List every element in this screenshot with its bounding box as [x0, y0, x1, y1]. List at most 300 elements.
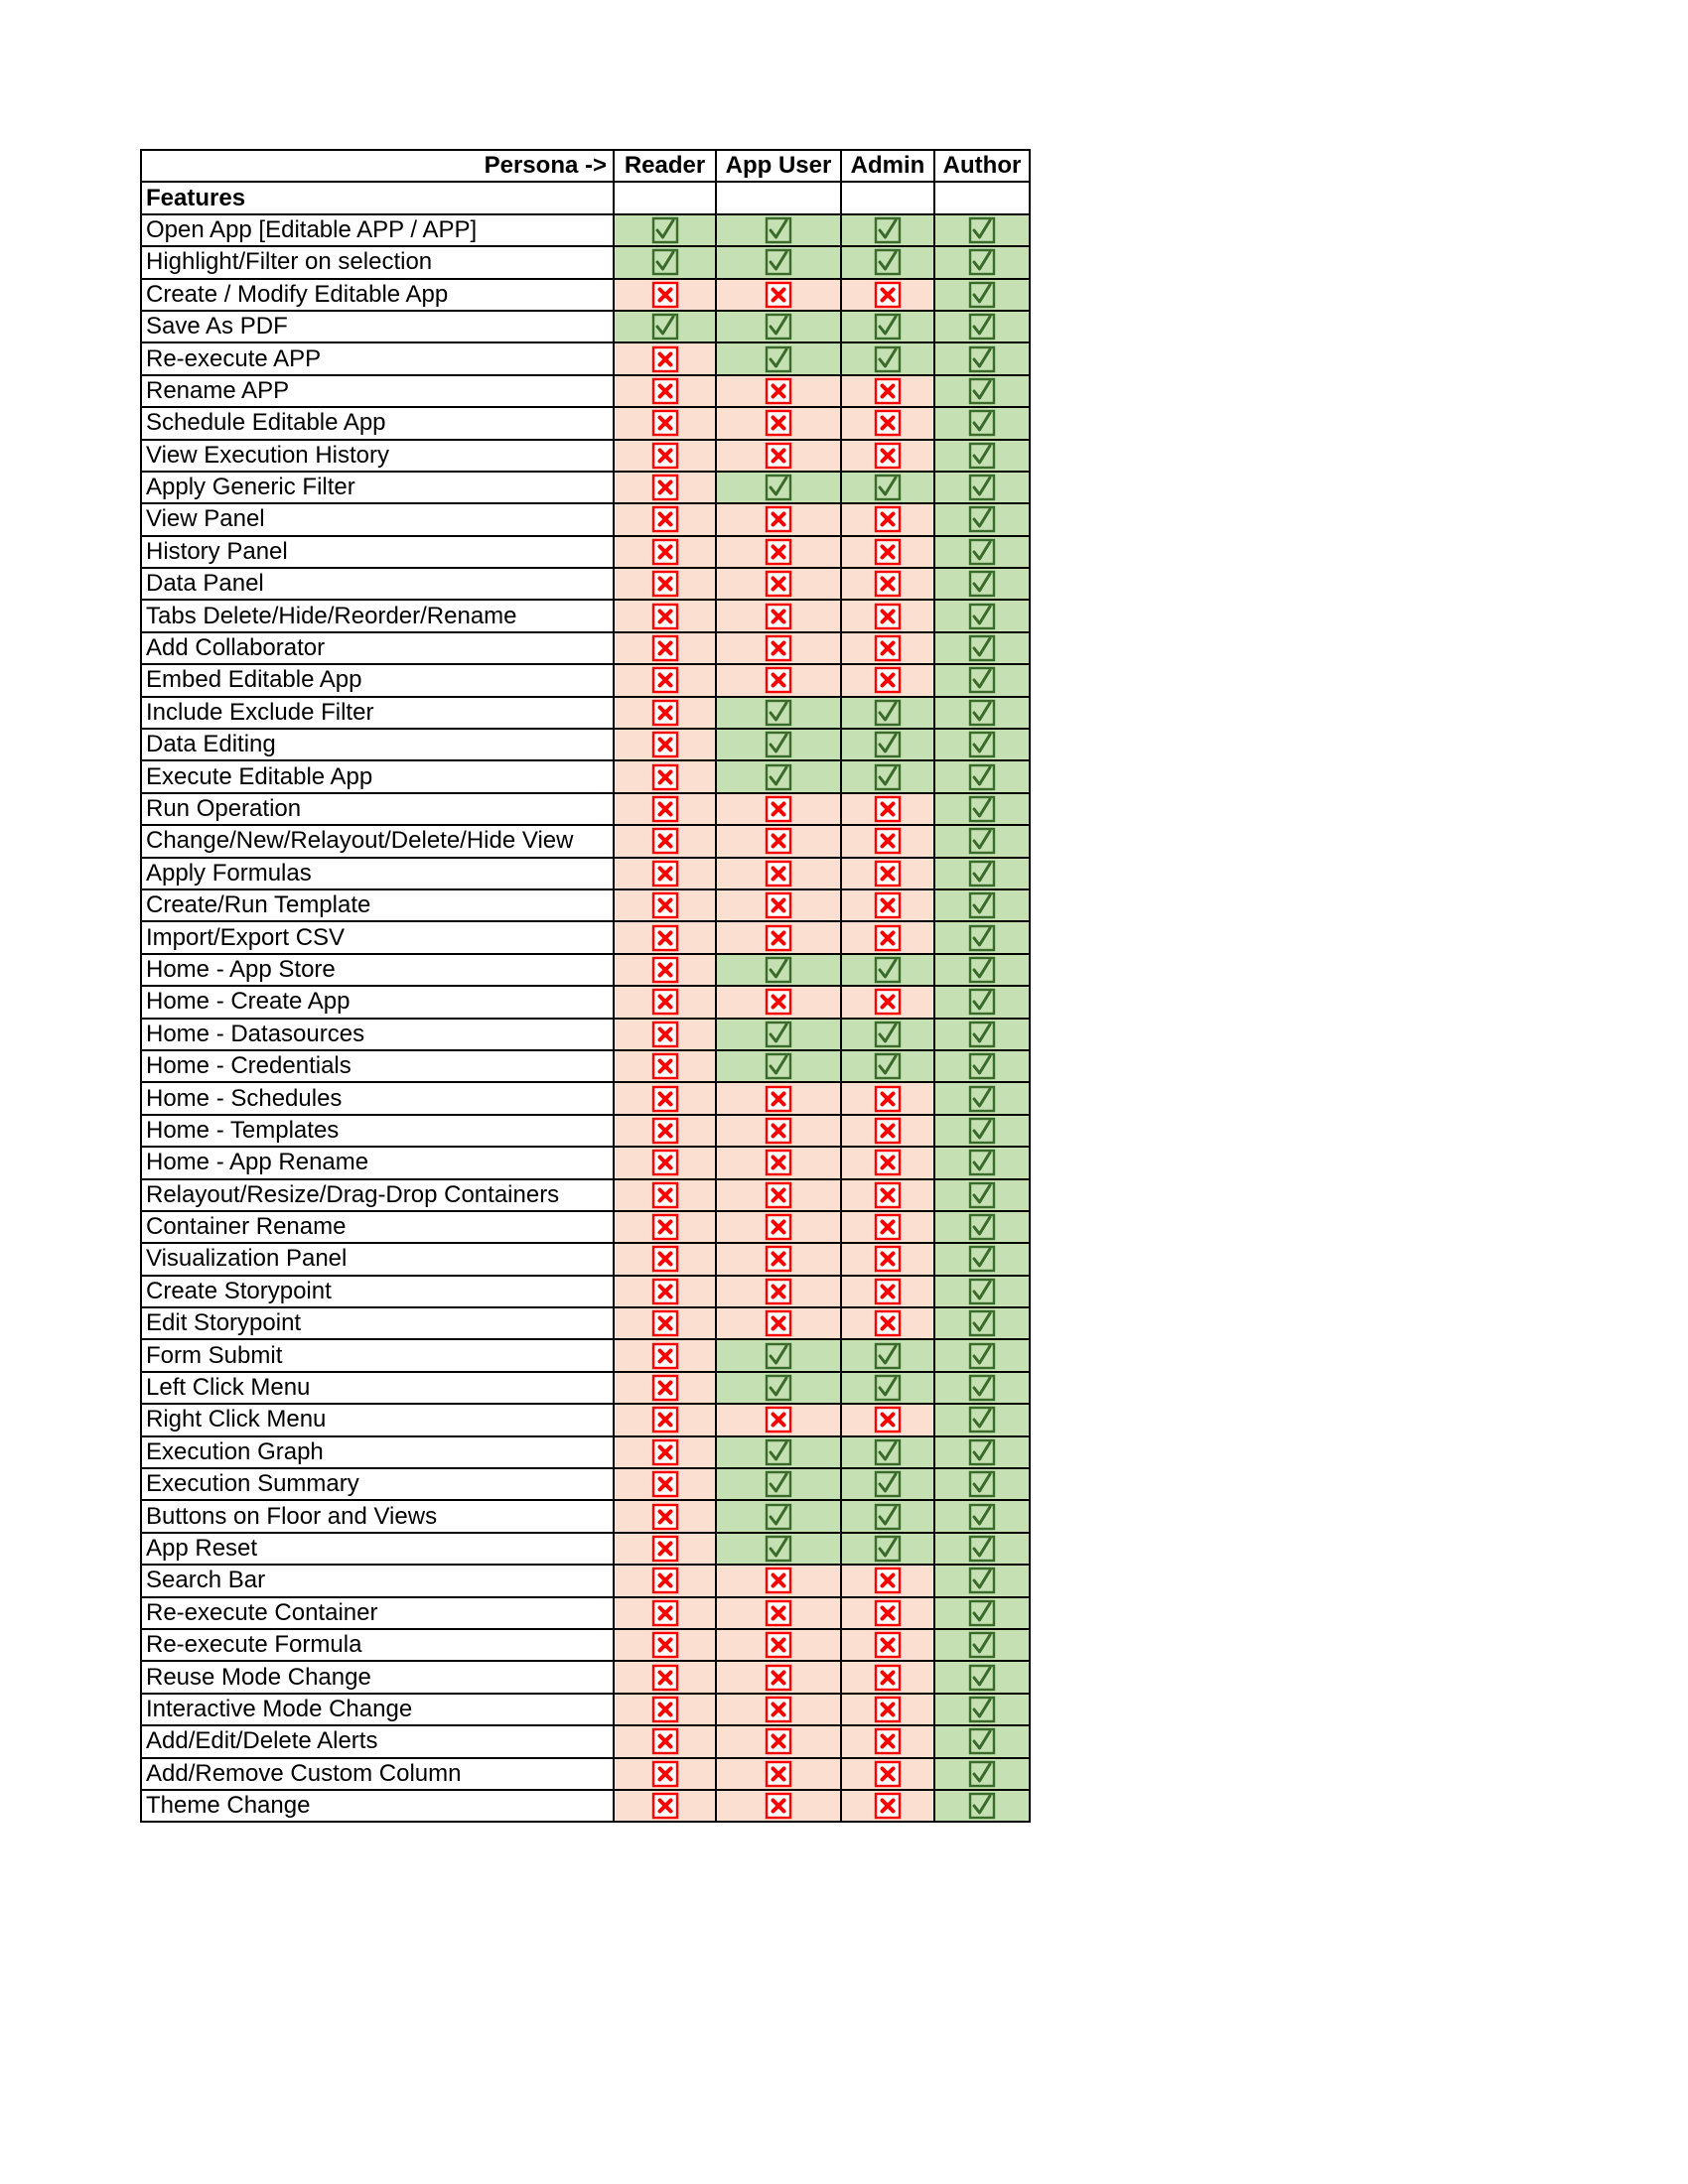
access-cell-author: [934, 729, 1030, 760]
feature-name: Tabs Delete/Hide/Reorder/Rename: [141, 600, 614, 631]
cross-icon: [651, 956, 679, 984]
check-icon: [968, 956, 996, 984]
table-row: [141, 1694, 1030, 1725]
table-row: [141, 793, 1030, 825]
table-row: [141, 1404, 1030, 1435]
cross-icon: [651, 1213, 679, 1241]
cross-icon: [765, 1117, 792, 1145]
access-cell-app-user: [716, 1179, 841, 1211]
access-cell-author: [934, 1436, 1030, 1468]
check-icon: [968, 1149, 996, 1176]
access-cell-author: [934, 664, 1030, 696]
cross-icon: [651, 1342, 679, 1370]
cross-icon: [765, 1406, 792, 1433]
cross-icon: [874, 377, 902, 405]
persona-app-user: App User: [716, 150, 841, 182]
access-cell-app-user: [716, 311, 841, 342]
access-cell-admin: [841, 858, 934, 889]
check-icon: [765, 1021, 792, 1048]
access-cell-reader: [614, 440, 716, 472]
access-cell-author: [934, 503, 1030, 535]
feature-name: Add Collaborator: [141, 632, 614, 664]
access-cell-author: [934, 342, 1030, 374]
access-cell-reader: [614, 1500, 716, 1532]
check-icon: [968, 1760, 996, 1788]
cross-icon: [874, 409, 902, 437]
access-cell-admin: [841, 1276, 934, 1307]
check-icon: [651, 248, 679, 276]
access-cell-admin: [841, 1179, 934, 1211]
access-cell-app-user: [716, 697, 841, 729]
access-cell-app-user: [716, 407, 841, 439]
access-cell-author: [934, 1082, 1030, 1114]
cross-icon: [765, 442, 792, 470]
access-cell-reader: [614, 1307, 716, 1339]
feature-name: Open App [Editable APP / APP]: [141, 214, 614, 246]
cross-icon: [765, 1085, 792, 1113]
feature-name: Schedule Editable App: [141, 407, 614, 439]
feature-name: Search Bar: [141, 1565, 614, 1596]
access-cell-reader: [614, 1404, 716, 1435]
table-row: [141, 1500, 1030, 1532]
access-cell-reader: [614, 1372, 716, 1404]
cross-icon: [651, 345, 679, 373]
access-cell-app-user: [716, 1404, 841, 1435]
check-icon: [968, 1727, 996, 1755]
access-cell-app-user: [716, 1661, 841, 1693]
access-cell-admin: [841, 342, 934, 374]
access-cell-app-user: [716, 1725, 841, 1757]
check-icon: [968, 1792, 996, 1820]
access-cell-reader: [614, 600, 716, 631]
cross-icon: [651, 763, 679, 791]
check-icon: [968, 666, 996, 694]
access-cell-admin: [841, 568, 934, 600]
feature-name: Highlight/Filter on selection: [141, 246, 614, 278]
table-row: [141, 1179, 1030, 1211]
cross-icon: [651, 603, 679, 630]
cross-icon: [765, 634, 792, 662]
check-icon: [968, 1696, 996, 1723]
access-cell-app-user: [716, 1597, 841, 1629]
table-row: [141, 1629, 1030, 1661]
access-cell-admin: [841, 440, 934, 472]
access-cell-author: [934, 1790, 1030, 1822]
feature-name: Home - App Rename: [141, 1147, 614, 1178]
check-icon: [651, 313, 679, 341]
cross-icon: [651, 860, 679, 887]
access-cell-author: [934, 889, 1030, 921]
cross-icon: [765, 1567, 792, 1594]
cross-icon: [651, 1309, 679, 1337]
access-cell-admin: [841, 825, 934, 857]
access-cell-admin: [841, 1725, 934, 1757]
access-cell-author: [934, 921, 1030, 953]
cross-icon: [765, 1727, 792, 1755]
access-cell-admin: [841, 889, 934, 921]
cross-icon: [651, 699, 679, 727]
check-icon: [968, 891, 996, 919]
access-cell-app-user: [716, 1565, 841, 1596]
cross-icon: [765, 1631, 792, 1659]
access-cell-author: [934, 825, 1030, 857]
access-cell-author: [934, 1339, 1030, 1371]
access-cell-author: [934, 858, 1030, 889]
cross-icon: [765, 505, 792, 533]
cross-icon: [765, 1309, 792, 1337]
check-icon: [765, 1503, 792, 1531]
check-icon: [874, 345, 902, 373]
access-cell-app-user: [716, 1050, 841, 1082]
check-icon: [968, 1278, 996, 1305]
check-icon: [968, 634, 996, 662]
access-cell-app-user: [716, 1533, 841, 1565]
cross-icon: [874, 1213, 902, 1241]
cross-icon: [651, 1406, 679, 1433]
cross-icon: [651, 1535, 679, 1563]
access-cell-app-user: [716, 342, 841, 374]
check-icon: [765, 1052, 792, 1080]
table-row: [141, 1533, 1030, 1565]
access-cell-app-user: [716, 440, 841, 472]
access-cell-author: [934, 407, 1030, 439]
access-cell-app-user: [716, 729, 841, 760]
access-cell-app-user: [716, 1694, 841, 1725]
empty-cell: [716, 182, 841, 213]
table-row: [141, 729, 1030, 760]
access-cell-reader: [614, 503, 716, 535]
feature-name: Import/Export CSV: [141, 921, 614, 953]
feature-name: View Panel: [141, 503, 614, 535]
access-cell-reader: [614, 664, 716, 696]
access-cell-admin: [841, 472, 934, 503]
feature-name: Add/Remove Custom Column: [141, 1758, 614, 1790]
persona-header-row: [141, 150, 1030, 182]
cross-icon: [874, 1664, 902, 1692]
access-cell-author: [934, 1404, 1030, 1435]
feature-name: Home - App Store: [141, 954, 614, 986]
access-cell-reader: [614, 1468, 716, 1500]
cross-icon: [765, 988, 792, 1016]
table-row: [141, 1565, 1030, 1596]
access-cell-app-user: [716, 1758, 841, 1790]
check-icon: [968, 763, 996, 791]
check-icon: [874, 216, 902, 244]
cross-icon: [651, 1149, 679, 1176]
access-cell-admin: [841, 1372, 934, 1404]
access-cell-admin: [841, 729, 934, 760]
check-icon: [874, 763, 902, 791]
check-icon: [765, 1374, 792, 1402]
access-cell-app-user: [716, 1115, 841, 1147]
access-cell-reader: [614, 246, 716, 278]
access-cell-author: [934, 697, 1030, 729]
table-row: [141, 1436, 1030, 1468]
cross-icon: [874, 1727, 902, 1755]
feature-name: Home - Datasources: [141, 1019, 614, 1050]
check-icon: [968, 1664, 996, 1692]
check-icon: [765, 216, 792, 244]
feature-name: Left Click Menu: [141, 1372, 614, 1404]
table-row: [141, 825, 1030, 857]
feature-name: Re-execute APP: [141, 342, 614, 374]
feature-name: Container Rename: [141, 1211, 614, 1243]
access-cell-reader: [614, 214, 716, 246]
feature-name: Reuse Mode Change: [141, 1661, 614, 1693]
check-icon: [968, 538, 996, 566]
access-cell-author: [934, 279, 1030, 311]
cross-icon: [651, 1470, 679, 1498]
feature-name: Home - Templates: [141, 1115, 614, 1147]
check-icon: [968, 1021, 996, 1048]
access-cell-app-user: [716, 246, 841, 278]
access-cell-author: [934, 1725, 1030, 1757]
access-cell-reader: [614, 536, 716, 568]
access-cell-app-user: [716, 632, 841, 664]
access-cell-reader: [614, 729, 716, 760]
cross-icon: [651, 442, 679, 470]
cross-icon: [651, 1085, 679, 1113]
table-row: [141, 664, 1030, 696]
access-cell-author: [934, 1307, 1030, 1339]
access-cell-author: [934, 1243, 1030, 1275]
access-cell-author: [934, 1147, 1030, 1178]
cross-icon: [651, 1052, 679, 1080]
access-cell-admin: [841, 503, 934, 535]
access-cell-admin: [841, 1565, 934, 1596]
feature-name: Home - Create App: [141, 986, 614, 1018]
access-cell-admin: [841, 697, 934, 729]
empty-cell: [614, 182, 716, 213]
check-icon: [968, 1245, 996, 1273]
access-cell-author: [934, 986, 1030, 1018]
check-icon: [874, 248, 902, 276]
access-cell-admin: [841, 664, 934, 696]
cross-icon: [874, 1245, 902, 1273]
access-cell-admin: [841, 1694, 934, 1725]
check-icon: [968, 1085, 996, 1113]
cross-icon: [765, 377, 792, 405]
cross-icon: [874, 860, 902, 887]
access-cell-admin: [841, 1468, 934, 1500]
table-row: [141, 311, 1030, 342]
access-cell-admin: [841, 1790, 934, 1822]
access-cell-admin: [841, 279, 934, 311]
cross-icon: [765, 1213, 792, 1241]
access-cell-app-user: [716, 375, 841, 407]
check-icon: [968, 699, 996, 727]
check-icon: [968, 1503, 996, 1531]
feature-name: Create / Modify Editable App: [141, 279, 614, 311]
cross-icon: [651, 409, 679, 437]
cross-icon: [765, 1792, 792, 1820]
cross-icon: [765, 795, 792, 823]
check-icon: [968, 827, 996, 855]
access-cell-app-user: [716, 825, 841, 857]
check-icon: [874, 1342, 902, 1370]
feature-name: Relayout/Resize/Drag-Drop Containers: [141, 1179, 614, 1211]
cross-icon: [651, 1117, 679, 1145]
feature-name: Change/New/Relayout/Delete/Hide View: [141, 825, 614, 857]
access-cell-app-user: [716, 760, 841, 792]
access-cell-app-user: [716, 536, 841, 568]
empty-cell: [841, 182, 934, 213]
access-cell-admin: [841, 536, 934, 568]
access-cell-app-user: [716, 1790, 841, 1822]
cross-icon: [765, 1245, 792, 1273]
cross-icon: [874, 666, 902, 694]
access-cell-reader: [614, 921, 716, 953]
access-cell-reader: [614, 1436, 716, 1468]
cross-icon: [874, 891, 902, 919]
cross-icon: [874, 1406, 902, 1433]
cross-icon: [874, 827, 902, 855]
access-cell-reader: [614, 1179, 716, 1211]
check-icon: [765, 248, 792, 276]
access-cell-author: [934, 568, 1030, 600]
cross-icon: [651, 634, 679, 662]
cross-icon: [651, 538, 679, 566]
access-cell-admin: [841, 214, 934, 246]
check-icon: [874, 699, 902, 727]
access-cell-reader: [614, 1082, 716, 1114]
table-row: [141, 1019, 1030, 1050]
table-row: [141, 375, 1030, 407]
cross-icon: [874, 795, 902, 823]
access-cell-author: [934, 954, 1030, 986]
access-cell-app-user: [716, 1339, 841, 1371]
access-cell-author: [934, 1179, 1030, 1211]
access-cell-author: [934, 472, 1030, 503]
cross-icon: [874, 1696, 902, 1723]
cross-icon: [651, 1503, 679, 1531]
access-cell-app-user: [716, 1500, 841, 1532]
cross-icon: [651, 666, 679, 694]
check-icon: [968, 1599, 996, 1627]
check-icon: [765, 1438, 792, 1466]
access-cell-author: [934, 600, 1030, 631]
access-cell-reader: [614, 472, 716, 503]
cross-icon: [651, 795, 679, 823]
table-row: [141, 1372, 1030, 1404]
access-cell-admin: [841, 375, 934, 407]
access-cell-admin: [841, 246, 934, 278]
feature-name: Theme Change: [141, 1790, 614, 1822]
cross-icon: [765, 666, 792, 694]
access-cell-admin: [841, 1019, 934, 1050]
check-icon: [968, 377, 996, 405]
cross-icon: [874, 570, 902, 598]
access-cell-author: [934, 1629, 1030, 1661]
access-cell-reader: [614, 568, 716, 600]
feature-name: Embed Editable App: [141, 664, 614, 696]
cross-icon: [651, 1278, 679, 1305]
table-row: [141, 632, 1030, 664]
access-cell-reader: [614, 1533, 716, 1565]
access-cell-app-user: [716, 921, 841, 953]
access-cell-app-user: [716, 858, 841, 889]
cross-icon: [651, 1696, 679, 1723]
cross-icon: [874, 988, 902, 1016]
cross-icon: [765, 538, 792, 566]
access-cell-reader: [614, 1050, 716, 1082]
cross-icon: [651, 1021, 679, 1048]
access-cell-app-user: [716, 1243, 841, 1275]
cross-icon: [874, 1278, 902, 1305]
access-cell-author: [934, 1372, 1030, 1404]
check-icon: [874, 1021, 902, 1048]
access-cell-admin: [841, 1500, 934, 1532]
check-icon: [874, 313, 902, 341]
cross-icon: [651, 1631, 679, 1659]
cross-icon: [874, 1567, 902, 1594]
access-cell-reader: [614, 1115, 716, 1147]
feature-name: Apply Formulas: [141, 858, 614, 889]
access-cell-admin: [841, 1629, 934, 1661]
access-cell-admin: [841, 954, 934, 986]
table-row: [141, 1790, 1030, 1822]
check-icon: [968, 860, 996, 887]
access-cell-author: [934, 1533, 1030, 1565]
table-row: [141, 1050, 1030, 1082]
table-row: [141, 1115, 1030, 1147]
access-cell-author: [934, 1694, 1030, 1725]
access-cell-admin: [841, 1082, 934, 1114]
access-cell-admin: [841, 1597, 934, 1629]
feature-name: Create/Run Template: [141, 889, 614, 921]
access-cell-reader: [614, 1565, 716, 1596]
feature-name: Data Panel: [141, 568, 614, 600]
access-cell-app-user: [716, 793, 841, 825]
cross-icon: [874, 1309, 902, 1337]
cross-icon: [765, 860, 792, 887]
access-cell-reader: [614, 1211, 716, 1243]
access-cell-author: [934, 440, 1030, 472]
feature-name: Add/Edit/Delete Alerts: [141, 1725, 614, 1757]
cross-icon: [874, 603, 902, 630]
access-cell-reader: [614, 311, 716, 342]
table-row: [141, 1725, 1030, 1757]
access-cell-app-user: [716, 279, 841, 311]
feature-name: Apply Generic Filter: [141, 472, 614, 503]
access-cell-reader: [614, 1019, 716, 1050]
access-cell-app-user: [716, 664, 841, 696]
access-cell-reader: [614, 889, 716, 921]
access-cell-app-user: [716, 954, 841, 986]
access-cell-author: [934, 1597, 1030, 1629]
table-row: [141, 600, 1030, 631]
table-row: [141, 503, 1030, 535]
cross-icon: [651, 377, 679, 405]
features-label: Features: [141, 182, 614, 213]
cross-icon: [874, 1085, 902, 1113]
feature-name: Save As PDF: [141, 311, 614, 342]
feature-name: Visualization Panel: [141, 1243, 614, 1275]
table-row: [141, 568, 1030, 600]
access-cell-admin: [841, 1339, 934, 1371]
cross-icon: [651, 474, 679, 501]
check-icon: [765, 474, 792, 501]
access-cell-app-user: [716, 1019, 841, 1050]
check-icon: [968, 442, 996, 470]
access-cell-reader: [614, 858, 716, 889]
access-cell-app-user: [716, 503, 841, 535]
access-cell-admin: [841, 311, 934, 342]
check-icon: [765, 1342, 792, 1370]
table-row: [141, 342, 1030, 374]
table-row: [141, 1147, 1030, 1178]
persona-label: Persona ->: [141, 150, 614, 182]
